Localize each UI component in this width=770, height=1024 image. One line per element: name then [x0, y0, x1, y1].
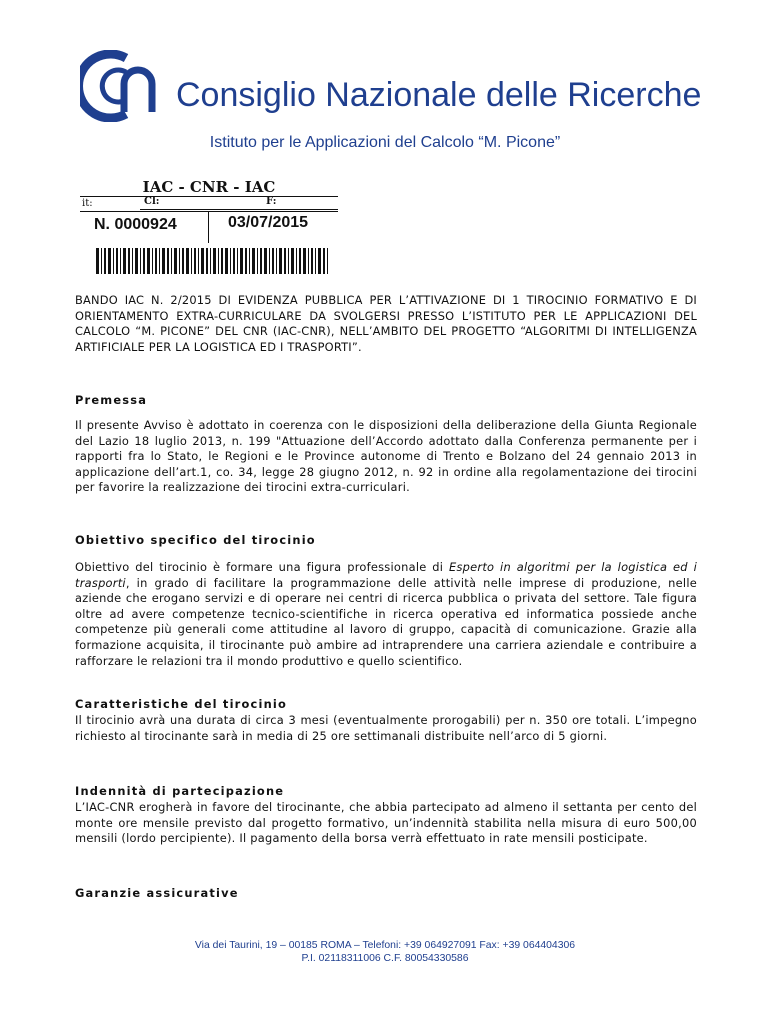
stamp-field-cl: Cl: [144, 196, 160, 207]
protocol-stamp [80, 176, 338, 278]
section-heading-premessa: Premessa [75, 393, 148, 407]
protocol-date: 03/07/2015 [228, 214, 309, 231]
footer-address: Via dei Taurini, 19 – 00185 ROMA – Telefoni: +39 064927091 Fax: +39 064404306 [194, 940, 576, 951]
section-heading-obiettivo: Obiettivo specifico del tirocinio [75, 533, 316, 547]
document-title: BANDO IAC N. 2/2015 DI EVIDENZA PUBBLICA PER L’ATTIVAZIONE DI 1 TIROCINIO FORMATIVO E DI ORIENTAMENTO EXTRA-CURRICULARE DA SVOLGERSI PRESSO L’ISTITUTO PER LE APPLICAZIONI DEL CALCOLO “M. PICONE” DEL CNR (IAC-CNR), NELL’AMBITO DEL PROGETTO “ALGORITMI DI INTELLIGENZA ARTIFICIALE PER LA LOGISTICA ED I TRASPORTI”. [75, 293, 697, 354]
institute-name: Istituto per le Applicazioni del Calcolo “M. Picone” [209, 134, 561, 151]
section-body-obiettivo: Obiettivo del tirocinio è formare una figura professionale di Esperto in algoritmi per la logistica ed i trasporti, in grado di facilitare la programmazione delle attività nelle imprese di produzione, nelle aziende che erogano servizi e di operare nei centri di ricerca pubblica o privata del settore. Tale figura oltre ad avere competenze tecnico-scientifiche in ricerca operativa ed informatica possiede anche competenze più generali come attitudine al lavoro di gruppo, capacità di comunicazione. Grazie alla formazione acquisita, il tirocinante può ambire ad intraprendere una carriera aziendale e contribuire a rafforzare le relazioni tra il mondo produttivo e quello scientifico. [75, 560, 697, 668]
org-name: Consiglio Nazionale delle Ricerche [176, 76, 702, 114]
section-body-premessa: Il presente Avviso è adottato in coerenza con le disposizioni della deliberazione della Giunta Regionale del Lazio 18 luglio 2013, n. 199 "Attuazione dell’Accordo adottato dalla Conferenza permanente per i rapporti fra lo Stato, le Regioni e le Province autonome di Trento e Bolzano del 24 gennaio 2013 in applicazione dell’art.1, co. 34, legge 28 giugno 2012, n. 92 in ordine alla regolamentazione dei tirocini per favorire la realizzazione dei tirocini extra-curriculari. [75, 418, 697, 495]
protocol-number: N. 0000924 [94, 216, 177, 233]
profile-name: Esperto in algoritmi per la logistica ed i trasporti [75, 560, 697, 590]
section-heading-indennita: Indennità di partecipazione [75, 784, 285, 798]
section-heading-caratteristiche: Caratteristiche del tirocinio [75, 697, 288, 711]
footer-tax-ids: P.I. 02118311006 C.F. 80054330586 [301, 953, 469, 964]
stamp-field-f: F: [266, 196, 277, 207]
stamp-title: IAC - CNR - IAC [142, 178, 276, 196]
section-heading-garanzie: Garanzie assicurative [75, 886, 239, 900]
section-body-caratteristiche: Il tirocinio avrà una durata di circa 3 mesi (eventualmente prorogabili) per n. 350 ore totali. L’impegno richiesto al tirocinante sarà in media di 25 ore settimanali distribuite nell’arco di 5 giorni. [75, 713, 697, 743]
cnr-logo [80, 50, 172, 122]
barcode-icon [96, 248, 328, 274]
section-body-indennita: L’IAC-CNR erogherà in favore del tirocinante, che abbia partecipato ad almeno il settanta per cento del monte ore mensile previsto dal progetto formativo, un’indennità stabilita nella misura di euro 500,00 mensili (lordo percipiente). Il pagamento della borsa verrà effettuato in rate mensili posticipate. [75, 800, 697, 846]
stamp-field-it: it: [82, 198, 93, 209]
